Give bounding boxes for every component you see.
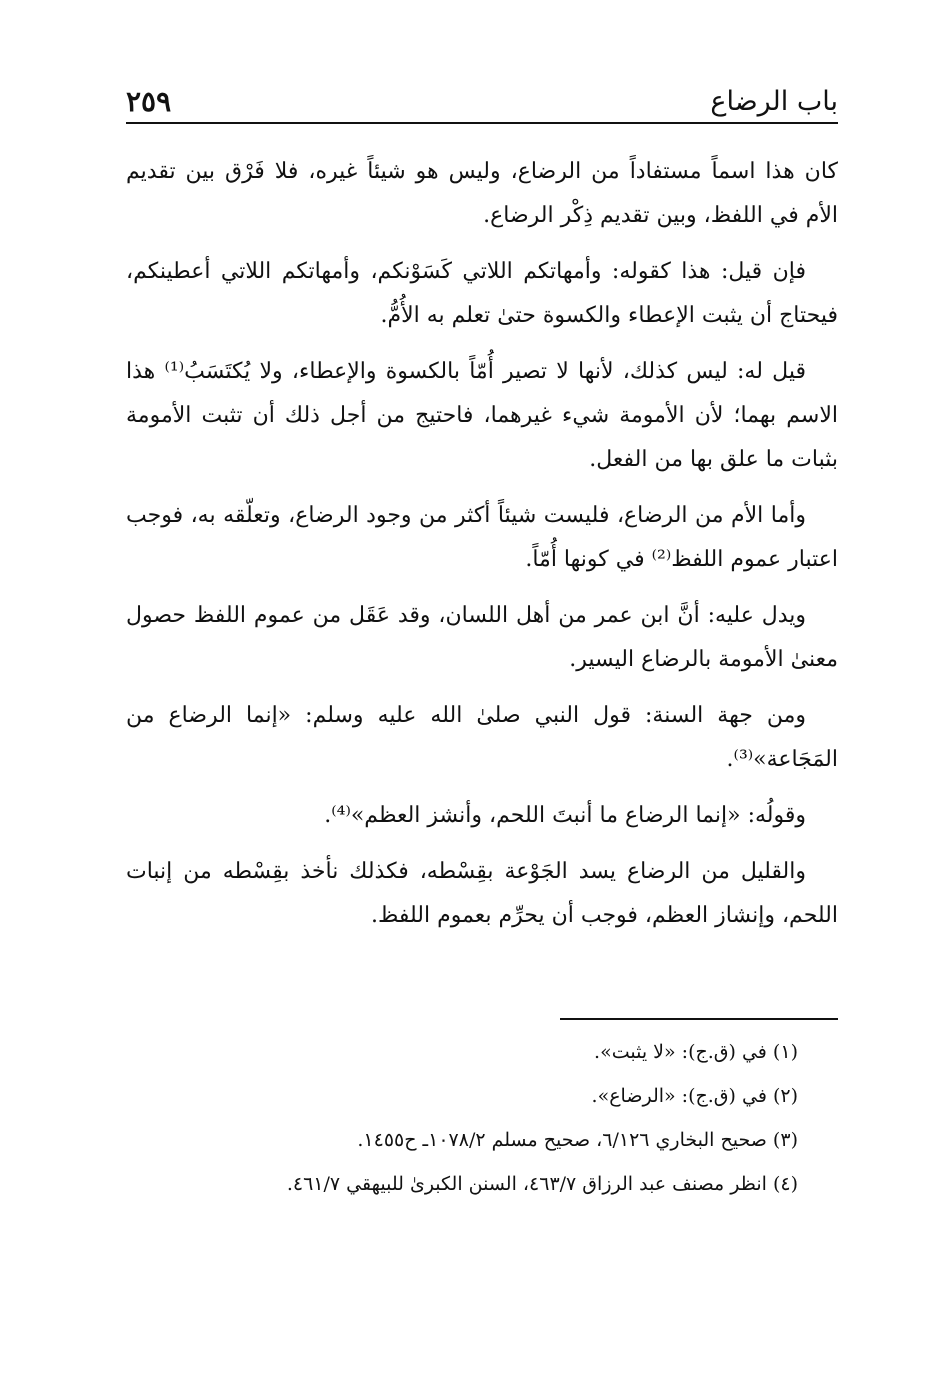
footnote-1: (١) في (ق.ج): «لا يثبت». xyxy=(594,1041,798,1063)
footnotes xyxy=(126,1040,838,1216)
footnote-4: (٤) انظر مصنف عبد الرزاق ٤٦٣/٧، السنن الكبرىٰ للبيهقي ٤٦١/٧. xyxy=(286,1173,798,1195)
footnote-3: (٣) صحيح البخاري ٦/١٢٦، صحيح مسلم ١٠٧٨/٢ـ ح١٤٥٥. xyxy=(357,1129,798,1151)
paragraph-2: فإن قيل: هذا كقوله: وأمهاتكم اللاتي كَسَوْنكم، وأمهاتكم اللاتي أعطينكم، فيحتاج أن يثبت الإعطاء والكسوة حتىٰ تعلم به الأُمُّ. xyxy=(126,259,838,328)
page-header xyxy=(126,78,838,124)
paragraph-7: وقولُه: «إنما الرضاع ما أنبتَ اللحم، وأنشز العظم»⁽⁴⁾. xyxy=(324,803,806,828)
paragraph-5: ويدل عليه: أنَّ ابن عمر من أهل اللسان، وقد عَقَل من عموم اللفظ حصول معنىٰ الأمومة بالرضاع اليسير. xyxy=(126,603,838,672)
paragraph-4: وأما الأم من الرضاع، فليست شيئاً أكثر من وجود الرضاع، وتعلّقه به، فوجب اعتبار عموم اللفظ⁽²⁾ في كونها أُمّاً. xyxy=(126,503,838,572)
paragraph-6: ومن جهة السنة: قول النبي صلىٰ الله عليه وسلم: «إنما الرضاع من المَجَاعة»⁽³⁾. xyxy=(126,703,838,772)
paragraph-1: كان هذا اسماً مستفاداً من الرضاع، وليس هو شيئاً غيره، فلا فَرْق بين تقديم الأم في اللفظ، وبين تقديم ذِكْر الرضاع. xyxy=(126,159,838,228)
main-text xyxy=(126,150,838,950)
paragraph-8: والقليل من الرضاع يسد الجَوْعة بقِسْطه، فكذلك نأخذ بقِسْطه من إنبات اللحم، وإنشاز العظم، فوجب أن يحرِّم بعموم اللفظ. xyxy=(126,859,838,928)
footnote-2: (٢) في (ق.ج): «الرضاع». xyxy=(591,1085,798,1107)
paragraph-3: قيل له: ليس كذلك، لأنها لا تصير أُمّاً بالكسوة والإعطاء، ولا يُكتَسَبُ⁽¹⁾ هذا الاسم بهما؛ لأن الأمومة شيء غيرهما، فاحتيج من أجل ذلك أن تثبت الأمومة بثبات ما علق بها من الفعل. xyxy=(126,359,838,472)
chapter-title: باب الرضاع xyxy=(710,86,838,117)
page-number: ٢٥٩ xyxy=(126,85,172,118)
footnote-divider xyxy=(560,1018,838,1020)
